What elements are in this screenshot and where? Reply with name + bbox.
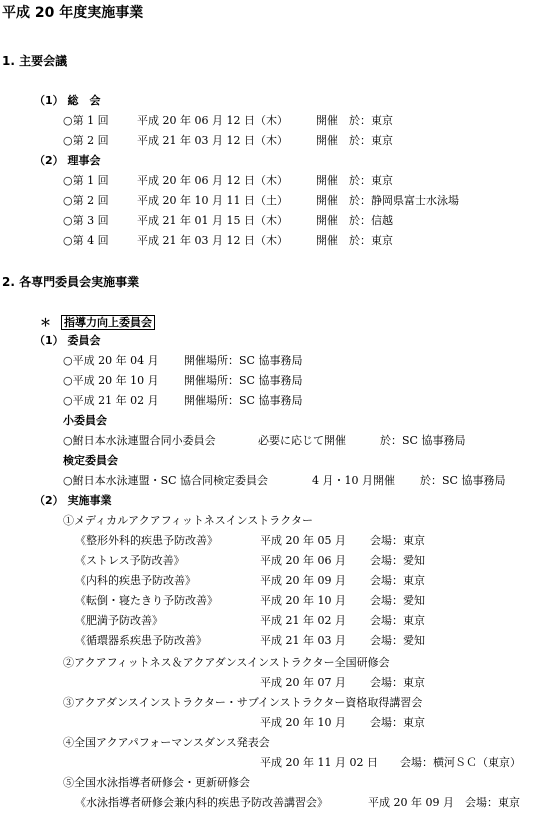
meeting-date: 平成 21 年 03 月 12 日（木） xyxy=(137,134,288,147)
program-venue: 会場：東京 xyxy=(370,716,425,729)
meeting-place: 開催場所：SC 協事務局 xyxy=(184,354,303,367)
course-name: 《水泳指導者研修会兼内科的疾患予防改善講習会》 xyxy=(75,796,328,809)
certification-committee-when: 4 月・10 月開催 xyxy=(312,474,395,487)
meeting-date: 平成 20 年 06 月 12 日（木） xyxy=(137,114,288,127)
course-date: 平成 20 年 06 月 xyxy=(260,554,346,567)
course-venue: 会場：愛知 xyxy=(370,634,425,647)
program-title: ②アクアフィットネス＆アクアダンスインストラクター全国研修会 xyxy=(63,656,390,669)
section-1-heading: 1. 主要会議 xyxy=(2,54,68,68)
course-name: 《循環器系疾患予防改善》 xyxy=(75,634,207,647)
subcommittee-name: ○鮒日本水泳連盟合同小委員会 xyxy=(63,434,216,447)
meeting-place: 開催場所：SC 協事務局 xyxy=(184,374,303,387)
course-venue: 会場：東京 xyxy=(370,614,425,627)
program-title: ④全国アクアパフォーマンスダンス発表会 xyxy=(63,736,270,749)
meeting-number: ○第 3 回 xyxy=(63,214,109,227)
program-date: 平成 20 年 10 月 xyxy=(260,716,346,729)
program-date: 平成 20 年 07 月 xyxy=(260,676,346,689)
program-date: 平成 20 年 11 月 02 日 xyxy=(260,756,378,769)
subcommittee-where: 於：SC 協事務局 xyxy=(380,434,466,447)
program-title: ①メディカルアクアフィットネスインストラクター xyxy=(63,514,314,527)
meeting-venue: 開催 於：東京 xyxy=(316,134,393,147)
course-venue: 会場：愛知 xyxy=(370,594,425,607)
meeting-date: ○平成 20 年 04 月 xyxy=(63,354,159,367)
meeting-date: ○平成 21 年 02 月 xyxy=(63,394,159,407)
meeting-venue: 開催 於：東京 xyxy=(316,174,393,187)
course-date: 平成 21 年 02 月 xyxy=(260,614,346,627)
meeting-date: 平成 21 年 03 月 12 日（木） xyxy=(137,234,288,247)
committee-meeting-label: （1） 委員会 xyxy=(34,334,101,347)
general-meeting-label: （1） 総 会 xyxy=(34,94,101,107)
program-venue: 会場：横河ＳＣ（東京） xyxy=(400,756,521,769)
course-date: 平成 21 年 03 月 xyxy=(260,634,346,647)
star-mark: ＊ xyxy=(40,316,51,329)
program-venue: 会場：東京 xyxy=(465,796,520,809)
meeting-venue: 開催 於：東京 xyxy=(316,114,393,127)
course-name: 《肥満予防改善》 xyxy=(75,614,163,627)
certification-committee-name: ○鮒日本水泳連盟・SC 協合同検定委員会 xyxy=(63,474,269,487)
meeting-venue: 開催 於：信越 xyxy=(316,214,393,227)
meeting-date: 平成 20 年 06 月 12 日（木） xyxy=(137,174,288,187)
program-venue: 会場：東京 xyxy=(370,676,425,689)
program-date: 平成 20 年 09 月 xyxy=(368,796,454,809)
course-date: 平成 20 年 09 月 xyxy=(260,574,346,587)
board-meeting-label: （2） 理事会 xyxy=(34,154,101,167)
course-venue: 会場：東京 xyxy=(370,574,425,587)
course-venue: 会場：東京 xyxy=(370,534,425,547)
course-name: 《内科的疾患予防改善》 xyxy=(75,574,196,587)
meeting-date: ○平成 20 年 10 月 xyxy=(63,374,159,387)
programs-label: （2） 実施事業 xyxy=(34,494,112,507)
meeting-venue: 開催 於：静岡県富士水泳場 xyxy=(316,194,459,207)
subcommittee-when: 必要に応じて開催 xyxy=(258,434,346,447)
meeting-number: ○第 2 回 xyxy=(63,194,109,207)
course-name: 《整形外科的疾患予防改善》 xyxy=(75,534,218,547)
course-venue: 会場：愛知 xyxy=(370,554,425,567)
subcommittee-label: 小委員会 xyxy=(63,414,107,427)
section-2-heading: 2. 各専門委員会実施事業 xyxy=(2,275,140,289)
course-name: 《ストレス予防改善》 xyxy=(75,554,185,567)
meeting-number: ○第 1 回 xyxy=(63,174,109,187)
program-title: ③アクアダンスインストラクター・サブインストラクター資格取得講習会 xyxy=(63,696,423,709)
meeting-date: 平成 20 年 10 月 11 日（土） xyxy=(137,194,288,207)
course-date: 平成 20 年 05 月 xyxy=(260,534,346,547)
meeting-place: 開催場所：SC 協事務局 xyxy=(184,394,303,407)
certification-committee-label: 検定委員会 xyxy=(63,454,118,467)
course-name: 《転倒・寝たきり予防改善》 xyxy=(75,594,218,607)
meeting-date: 平成 21 年 01 月 15 日（木） xyxy=(137,214,288,227)
program-title: ⑤全国水泳指導者研修会・更新研修会 xyxy=(63,776,250,789)
meeting-number: ○第 4 回 xyxy=(63,234,109,247)
committee-name: 指導力向上委員会 xyxy=(61,315,155,330)
certification-committee-where: 於：SC 協事務局 xyxy=(420,474,506,487)
course-date: 平成 20 年 10 月 xyxy=(260,594,346,607)
meeting-number: ○第 1 回 xyxy=(63,114,109,127)
meeting-venue: 開催 於：東京 xyxy=(316,234,393,247)
meeting-number: ○第 2 回 xyxy=(63,134,109,147)
page-title: 平成 20 年度実施事業 xyxy=(2,5,144,21)
